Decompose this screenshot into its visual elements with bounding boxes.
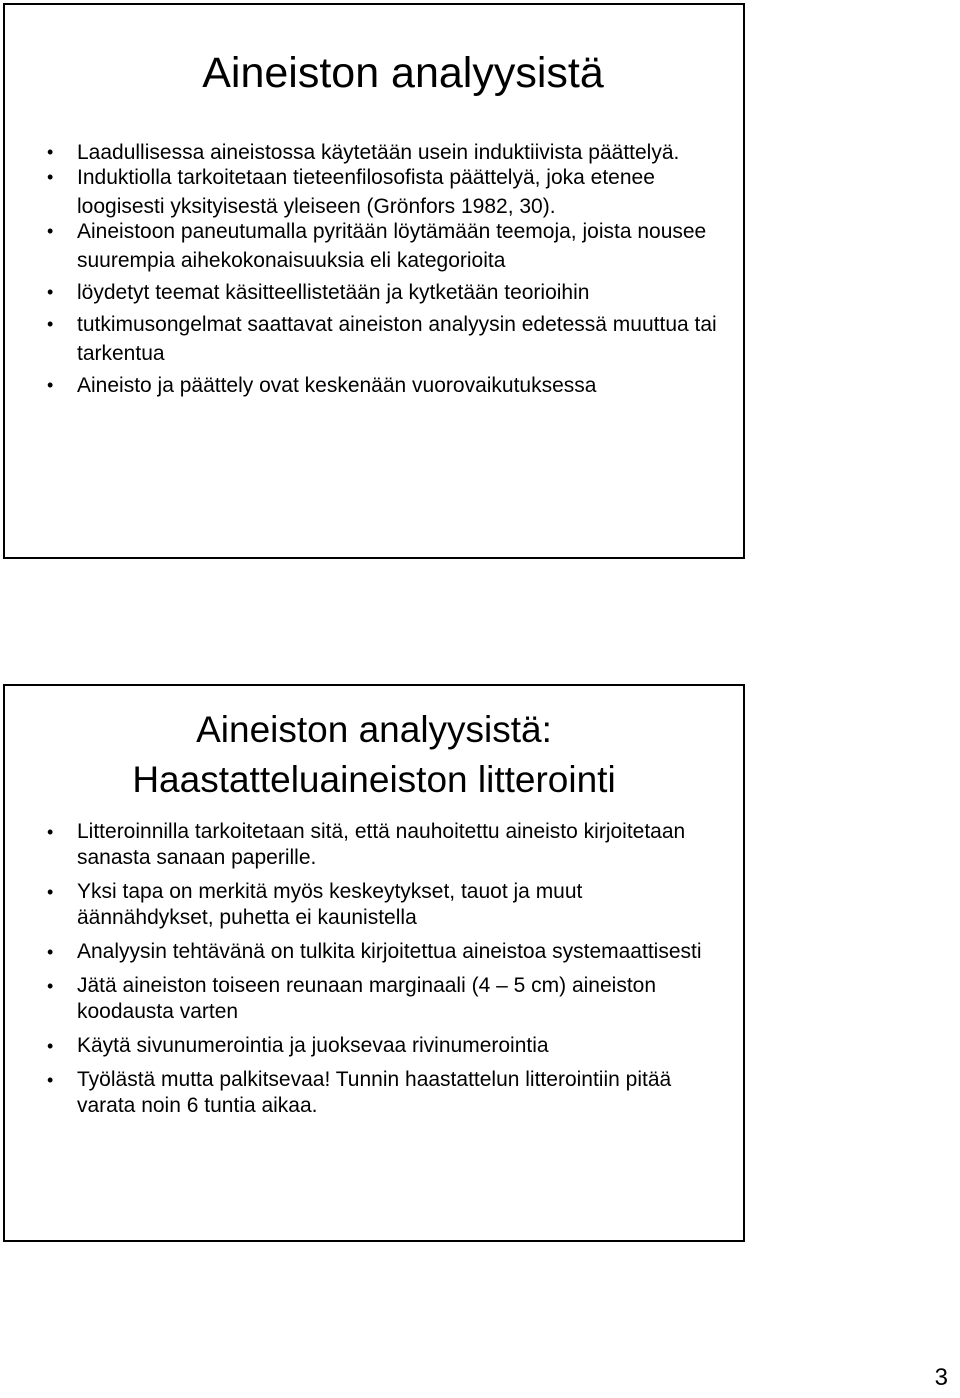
bullet-item	[47, 278, 723, 307]
bullet-text: Jätä aineiston toiseen reunaan marginaali (4 – 5 cm) aineiston koodausta varten	[77, 974, 657, 1023]
bullet-text: Aineistoon paneutumalla pyritään löytämään teemoja, joista nousee suurempia aihekokonaisuuksia eli kategorioita	[77, 220, 707, 272]
bullet-item	[47, 1067, 723, 1119]
bullet-item	[47, 819, 723, 871]
page-number: 3	[934, 1364, 948, 1391]
bullet-icon: •	[47, 942, 54, 962]
bullet-icon: •	[47, 314, 54, 334]
bullet-icon: •	[47, 142, 54, 162]
slide-2-title	[5, 686, 743, 805]
slide-1	[3, 3, 745, 559]
bullet-text: Työlästä mutta palkitsevaa! Tunnin haastattelun litterointiin pitää varata noin 6 tuntia aikaa.	[77, 1068, 672, 1117]
bullet-icon: •	[47, 221, 54, 241]
bullet-text: Induktiolla tarkoitetaan tieteenfilosofista päättelyä, joka etenee loogisesti yksityisestä yleiseen (Grönfors 1982, 30).	[77, 166, 655, 218]
bullet-icon: •	[47, 1070, 54, 1090]
bullet-text: Litteroinnilla tarkoitetaan sitä, että nauhoitettu aineisto kirjoitetaan sanasta sanaan paperille.	[77, 820, 686, 869]
bullet-item	[47, 217, 723, 275]
bullet-icon: •	[47, 1036, 54, 1056]
slide-2-title-line-1: Aineiston analyysistä:	[196, 709, 552, 750]
slide-1-title: Aineiston analyysistä	[202, 49, 604, 97]
bullet-item	[47, 1033, 723, 1059]
bullet-item	[47, 879, 723, 931]
bullet-text: Käytä sivunumerointia ja juoksevaa rivinumerointia	[77, 1034, 549, 1057]
bullet-text: Aineisto ja päättely ovat keskenään vuorovaikutuksessa	[77, 374, 597, 397]
bullet-text: Analyysin tehtävänä on tulkita kirjoitettua aineistoa systemaattisesti	[77, 940, 702, 963]
slide-2-bullet-list	[47, 819, 723, 1127]
bullet-item	[47, 310, 723, 368]
bullet-text: Yksi tapa on merkitä myös keskeytykset, tauot ja muut äännähdykset, puhetta ei kaunistella	[77, 880, 583, 929]
slide-2-title-line-2: Haastatteluaineiston litterointi	[132, 759, 616, 800]
bullet-icon: •	[47, 822, 54, 842]
bullet-item	[47, 973, 723, 1025]
bullet-icon: •	[47, 282, 54, 302]
bullet-icon: •	[47, 976, 54, 996]
bullet-text: tutkimusongelmat saattavat aineiston analyysin edetessä muuttua tai tarkentua	[77, 313, 717, 365]
bullet-item	[47, 163, 723, 221]
bullet-item	[47, 371, 723, 400]
bullet-icon: •	[47, 167, 54, 187]
bullet-text: Laadullisessa aineistossa käytetään usein induktiivista päättelyä.	[77, 141, 680, 164]
bullet-icon: •	[47, 882, 54, 902]
bullet-text: löydetyt teemat käsitteellistetään ja kytketään teorioihin	[77, 281, 590, 304]
slide-1-bullet-list	[47, 138, 723, 403]
slide-2	[3, 684, 745, 1242]
bullet-icon: •	[47, 375, 54, 395]
bullet-item	[47, 939, 723, 965]
